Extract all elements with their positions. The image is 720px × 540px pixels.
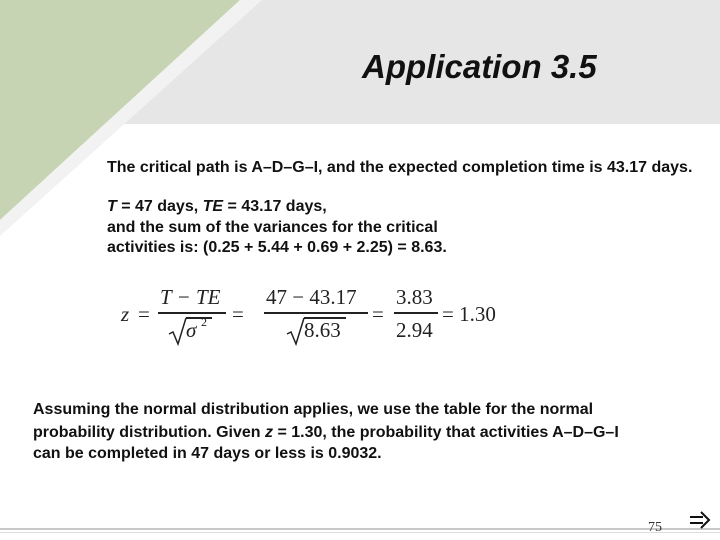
fraction-bar-3 [394, 312, 438, 314]
formula-eq1: = [138, 302, 150, 326]
conclusion-line-1: Assuming the normal distribution applies, we use the table for the normal [33, 401, 594, 418]
fraction-bar-2 [264, 312, 368, 314]
sqrt-sign-1 [168, 316, 188, 346]
variance-sum-text: and the sum of the variances for the critical [107, 219, 438, 236]
formula-num3: 3.83 [396, 285, 433, 309]
next-arrow-icon[interactable] [688, 510, 712, 530]
formula-eq2: = [232, 302, 244, 326]
conclusion-line-2 [33, 424, 619, 442]
formula-den3: 2.94 [396, 318, 433, 342]
t-value: = 47 days, [116, 198, 203, 215]
conclusion-z: z [265, 424, 274, 441]
time-values-text [107, 198, 327, 216]
variance-values-text: activities is: (0.25 + 5.44 + 0.69 + 2.25) = 8.63. [107, 239, 447, 256]
formula-num2: 47 − 43.17 [266, 285, 357, 309]
te-value: = 43.17 days, [223, 198, 327, 215]
conclusion-line-3: can be completed in 47 days or less is 0.9032. [33, 445, 382, 462]
te-variable: TE [202, 198, 224, 215]
formula-num1: T − TE [160, 285, 221, 309]
formula-z: z [121, 302, 130, 326]
formula-result: = 1.30 [442, 302, 496, 326]
footer-divider-secondary [0, 532, 720, 533]
sqrt-sign-2 [286, 316, 306, 346]
formula-square: 2 [201, 315, 207, 329]
formula-eq3: = [372, 302, 384, 326]
slide-title: Application 3.5 [362, 48, 597, 85]
formula-sigma: σ [186, 318, 197, 342]
fraction-bar-1 [158, 312, 226, 314]
page-number: 75 [648, 520, 662, 535]
formula-den2: 8.63 [304, 318, 341, 342]
conclusion-line-2b: = 1.30, the probability that activities A–D–G–I [273, 424, 619, 441]
t-variable: T [107, 198, 117, 215]
conclusion-line-2a: probability distribution. Given [33, 424, 266, 441]
critical-path-text: The critical path is A–D–G–I, and the expected completion time is 43.17 days. [107, 159, 693, 176]
footer-divider [0, 528, 720, 530]
